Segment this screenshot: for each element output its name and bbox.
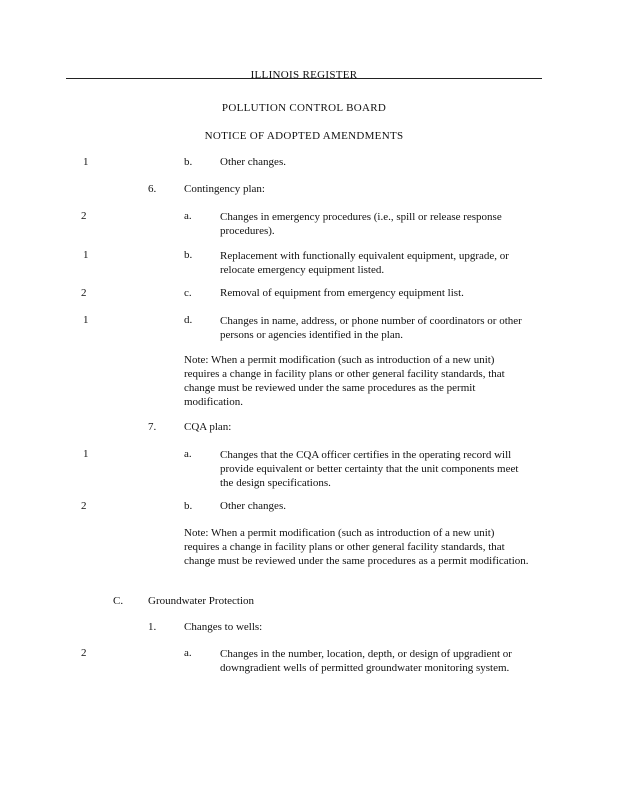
register-title: ILLINOIS REGISTER — [250, 69, 358, 81]
item-text: Removal of equipment from emergency equipment list. — [220, 287, 464, 299]
item-letter: a. — [184, 210, 192, 222]
section-heading: Groundwater Protection — [148, 595, 254, 607]
class-number: 2 — [81, 500, 87, 512]
section-number: 7. — [148, 421, 157, 433]
class-number: 2 — [81, 647, 87, 659]
notice-title: NOTICE OF ADOPTED AMENDMENTS — [204, 130, 404, 142]
item-letter: a. — [184, 647, 192, 659]
item-letter: b. — [184, 249, 193, 261]
item-text: Changes in the number, location, depth, or design of upgradient or downgradient wells of permitted groundwater monitoring system. — [220, 648, 512, 674]
item-text: Other changes. — [220, 156, 286, 168]
item-text: Replacement with functionally equivalent equipment, upgrade, or relocate emergency equipment listed. — [220, 250, 509, 276]
item-text: Other changes. — [220, 500, 286, 512]
board-title: POLLUTION CONTROL BOARD — [221, 102, 387, 114]
class-number: 2 — [81, 210, 87, 222]
section-number: 6. — [148, 183, 157, 195]
item-letter: c. — [184, 287, 192, 299]
class-number: 1 — [83, 448, 89, 460]
section-heading: Contingency plan: — [184, 183, 265, 195]
item-text: Changes that the CQA officer certifies in the operating record will provide equivalent or better certainty that the unit components meet the design specifications. — [220, 449, 519, 489]
item-text: Changes in emergency procedures (i.e., spill or release response procedures). — [220, 211, 502, 237]
note-paragraph: Note: When a permit modification (such as introduction of a new unit) requires a change in facility plans or other general facility standards, that change must be reviewed under the same procedures as a permit modification. — [184, 527, 529, 567]
item-text: Changes in name, address, or phone number of coordinators or other persons or agencies identified in the plan. — [220, 315, 522, 341]
note-paragraph: Note: When a permit modification (such as introduction of a new unit) requires a change in facility plans or other general facility standards, that change must be reviewed under the same procedures as the permit modification. — [184, 354, 505, 408]
section-heading: CQA plan: — [184, 421, 232, 433]
section-number: 1. — [148, 621, 157, 633]
section-heading: Changes to wells: — [184, 621, 263, 633]
section-letter: C. — [113, 595, 124, 607]
item-letter: d. — [184, 314, 193, 326]
item-letter: b. — [184, 500, 193, 512]
item-letter: a. — [184, 448, 192, 460]
class-number: 2 — [81, 287, 87, 299]
class-number: 1 — [83, 314, 89, 326]
class-number: 1 — [83, 249, 89, 261]
item-letter: b. — [184, 156, 193, 168]
class-number: 1 — [83, 156, 89, 168]
